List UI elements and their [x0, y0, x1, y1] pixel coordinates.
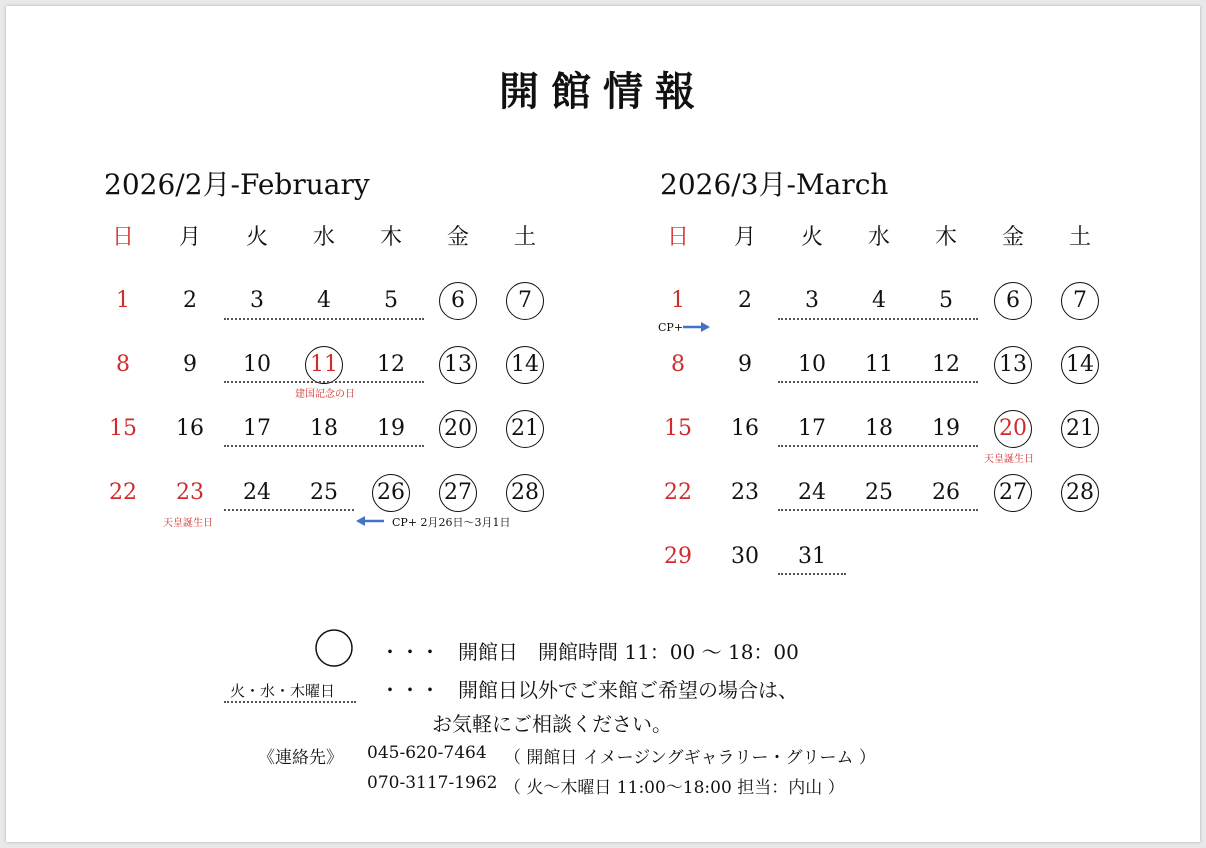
weekday-header: 火	[245, 225, 268, 250]
day-cell: 23	[176, 480, 204, 505]
weekday-header: 土	[1068, 225, 1091, 250]
day-cell: 1	[116, 288, 130, 313]
legend-underline	[224, 701, 356, 703]
open-day-cell: 26	[366, 478, 416, 508]
open-day-cell: 11	[299, 350, 349, 380]
open-day-cell: 6	[433, 286, 483, 316]
weekday-underline	[224, 318, 424, 320]
day-cell: 19	[932, 416, 960, 441]
legend-dots: ・・・	[380, 640, 440, 664]
open-day-cell: 27	[988, 478, 1038, 508]
weekday-header: 月	[733, 225, 756, 250]
day-cell: 1	[671, 288, 685, 313]
legend-consult-line2: お気軽にご相談ください。	[432, 712, 672, 736]
day-cell: 24	[243, 480, 271, 505]
day-cell: 4	[872, 288, 886, 313]
day-cell: 11	[865, 352, 893, 377]
day-cell: 2	[738, 288, 752, 313]
february-title: 2026/2月-February	[104, 168, 370, 201]
weekday-header: 金	[1001, 225, 1024, 250]
day-cell: 17	[243, 416, 271, 441]
legend-dots: ・・・	[380, 678, 440, 702]
open-day-cell: 20	[433, 414, 483, 444]
day-cell: 15	[109, 416, 137, 441]
legend-weekday-label: 火・水・木曜日	[230, 682, 336, 700]
day-cell: 9	[183, 352, 197, 377]
weekday-header: 日	[111, 225, 134, 250]
weekday-underline	[778, 318, 978, 320]
day-cell: 10	[243, 352, 271, 377]
arrow-left-icon	[356, 515, 386, 527]
day-cell: 2	[183, 288, 197, 313]
weekday-underline	[778, 509, 978, 511]
day-cell: 9	[738, 352, 752, 377]
page-title: 開館情報	[499, 68, 707, 115]
day-cell: 25	[310, 480, 338, 505]
day-cell: 22	[109, 480, 137, 505]
weekday-header: 水	[312, 225, 335, 250]
day-cell: 8	[671, 352, 685, 377]
contact-phone-1: 045-620-7464	[367, 743, 487, 763]
weekday-header: 日	[666, 225, 689, 250]
open-day-cell: 14	[500, 350, 550, 380]
open-day-cell: 27	[433, 478, 483, 508]
day-cell: 19	[377, 416, 405, 441]
day-cell: 15	[664, 416, 692, 441]
holiday-note-tenno: 天皇誕生日	[984, 454, 1034, 465]
legend-open-day: 開館日 開館時間 11：00 〜 18：00	[458, 640, 799, 664]
weekday-underline	[224, 381, 424, 383]
day-cell: 10	[798, 352, 826, 377]
day-cell: 16	[176, 416, 204, 441]
arrow-right-icon	[683, 321, 711, 333]
day-cell: 8	[116, 352, 130, 377]
weekday-header: 土	[513, 225, 536, 250]
weekday-header: 月	[178, 225, 201, 250]
day-cell: 5	[939, 288, 953, 313]
weekday-header: 火	[800, 225, 823, 250]
open-day-cell: 28	[500, 478, 550, 508]
open-day-cell: 13	[988, 350, 1038, 380]
open-day-cell: 21	[1055, 414, 1105, 444]
open-day-cell: 20	[988, 414, 1038, 444]
weekday-underline	[778, 445, 978, 447]
weekday-header: 金	[446, 225, 469, 250]
legend-consult-line1: 開館日以外でご来館ご希望の場合は、	[458, 678, 798, 702]
holiday-note-tenno: 天皇誕生日	[163, 518, 213, 529]
weekday-underline	[224, 509, 354, 511]
weekday-underline	[778, 573, 846, 575]
open-day-cell: 13	[433, 350, 483, 380]
open-day-cell: 6	[988, 286, 1038, 316]
cp-plus-label: CP+	[658, 321, 684, 334]
weekday-underline	[778, 381, 978, 383]
holiday-note-kenkoku: 建国記念の日	[295, 389, 355, 400]
contact-label: 《連絡先》	[258, 748, 343, 768]
weekday-header: 木	[934, 225, 957, 250]
open-day-cell: 7	[500, 286, 550, 316]
open-day-cell: 7	[1055, 286, 1105, 316]
day-cell: 23	[731, 480, 759, 505]
day-cell: 18	[865, 416, 893, 441]
contact-desc-2: （ 火〜木曜日 11:00〜18:00 担当：内山 ）	[504, 778, 845, 798]
day-cell: 24	[798, 480, 826, 505]
day-cell: 17	[798, 416, 826, 441]
open-day-cell: 28	[1055, 478, 1105, 508]
weekday-header: 木	[379, 225, 402, 250]
contact-phone-2: 070-3117-1962	[367, 773, 498, 793]
day-cell: 26	[932, 480, 960, 505]
day-cell: 29	[664, 544, 692, 569]
day-cell: 5	[384, 288, 398, 313]
march-title: 2026/3月-March	[660, 168, 889, 201]
day-cell: 25	[865, 480, 893, 505]
day-cell: 18	[310, 416, 338, 441]
day-cell: 3	[250, 288, 264, 313]
day-cell: 30	[731, 544, 759, 569]
weekday-underline	[224, 445, 424, 447]
day-cell: 3	[805, 288, 819, 313]
day-cell: 31	[798, 544, 826, 569]
contact-desc-1: （ 開館日 イメージングギャラリー・グリーム ）	[504, 748, 876, 768]
open-day-cell: 14	[1055, 350, 1105, 380]
day-cell: 12	[932, 352, 960, 377]
cp-plus-note: CP+ 2月26日〜3月1日	[392, 516, 511, 529]
day-cell: 12	[377, 352, 405, 377]
weekday-header: 水	[867, 225, 890, 250]
day-cell: 4	[317, 288, 331, 313]
day-cell: 22	[664, 480, 692, 505]
open-day-circle-icon	[314, 628, 354, 668]
day-cell: 16	[731, 416, 759, 441]
open-day-cell: 21	[500, 414, 550, 444]
